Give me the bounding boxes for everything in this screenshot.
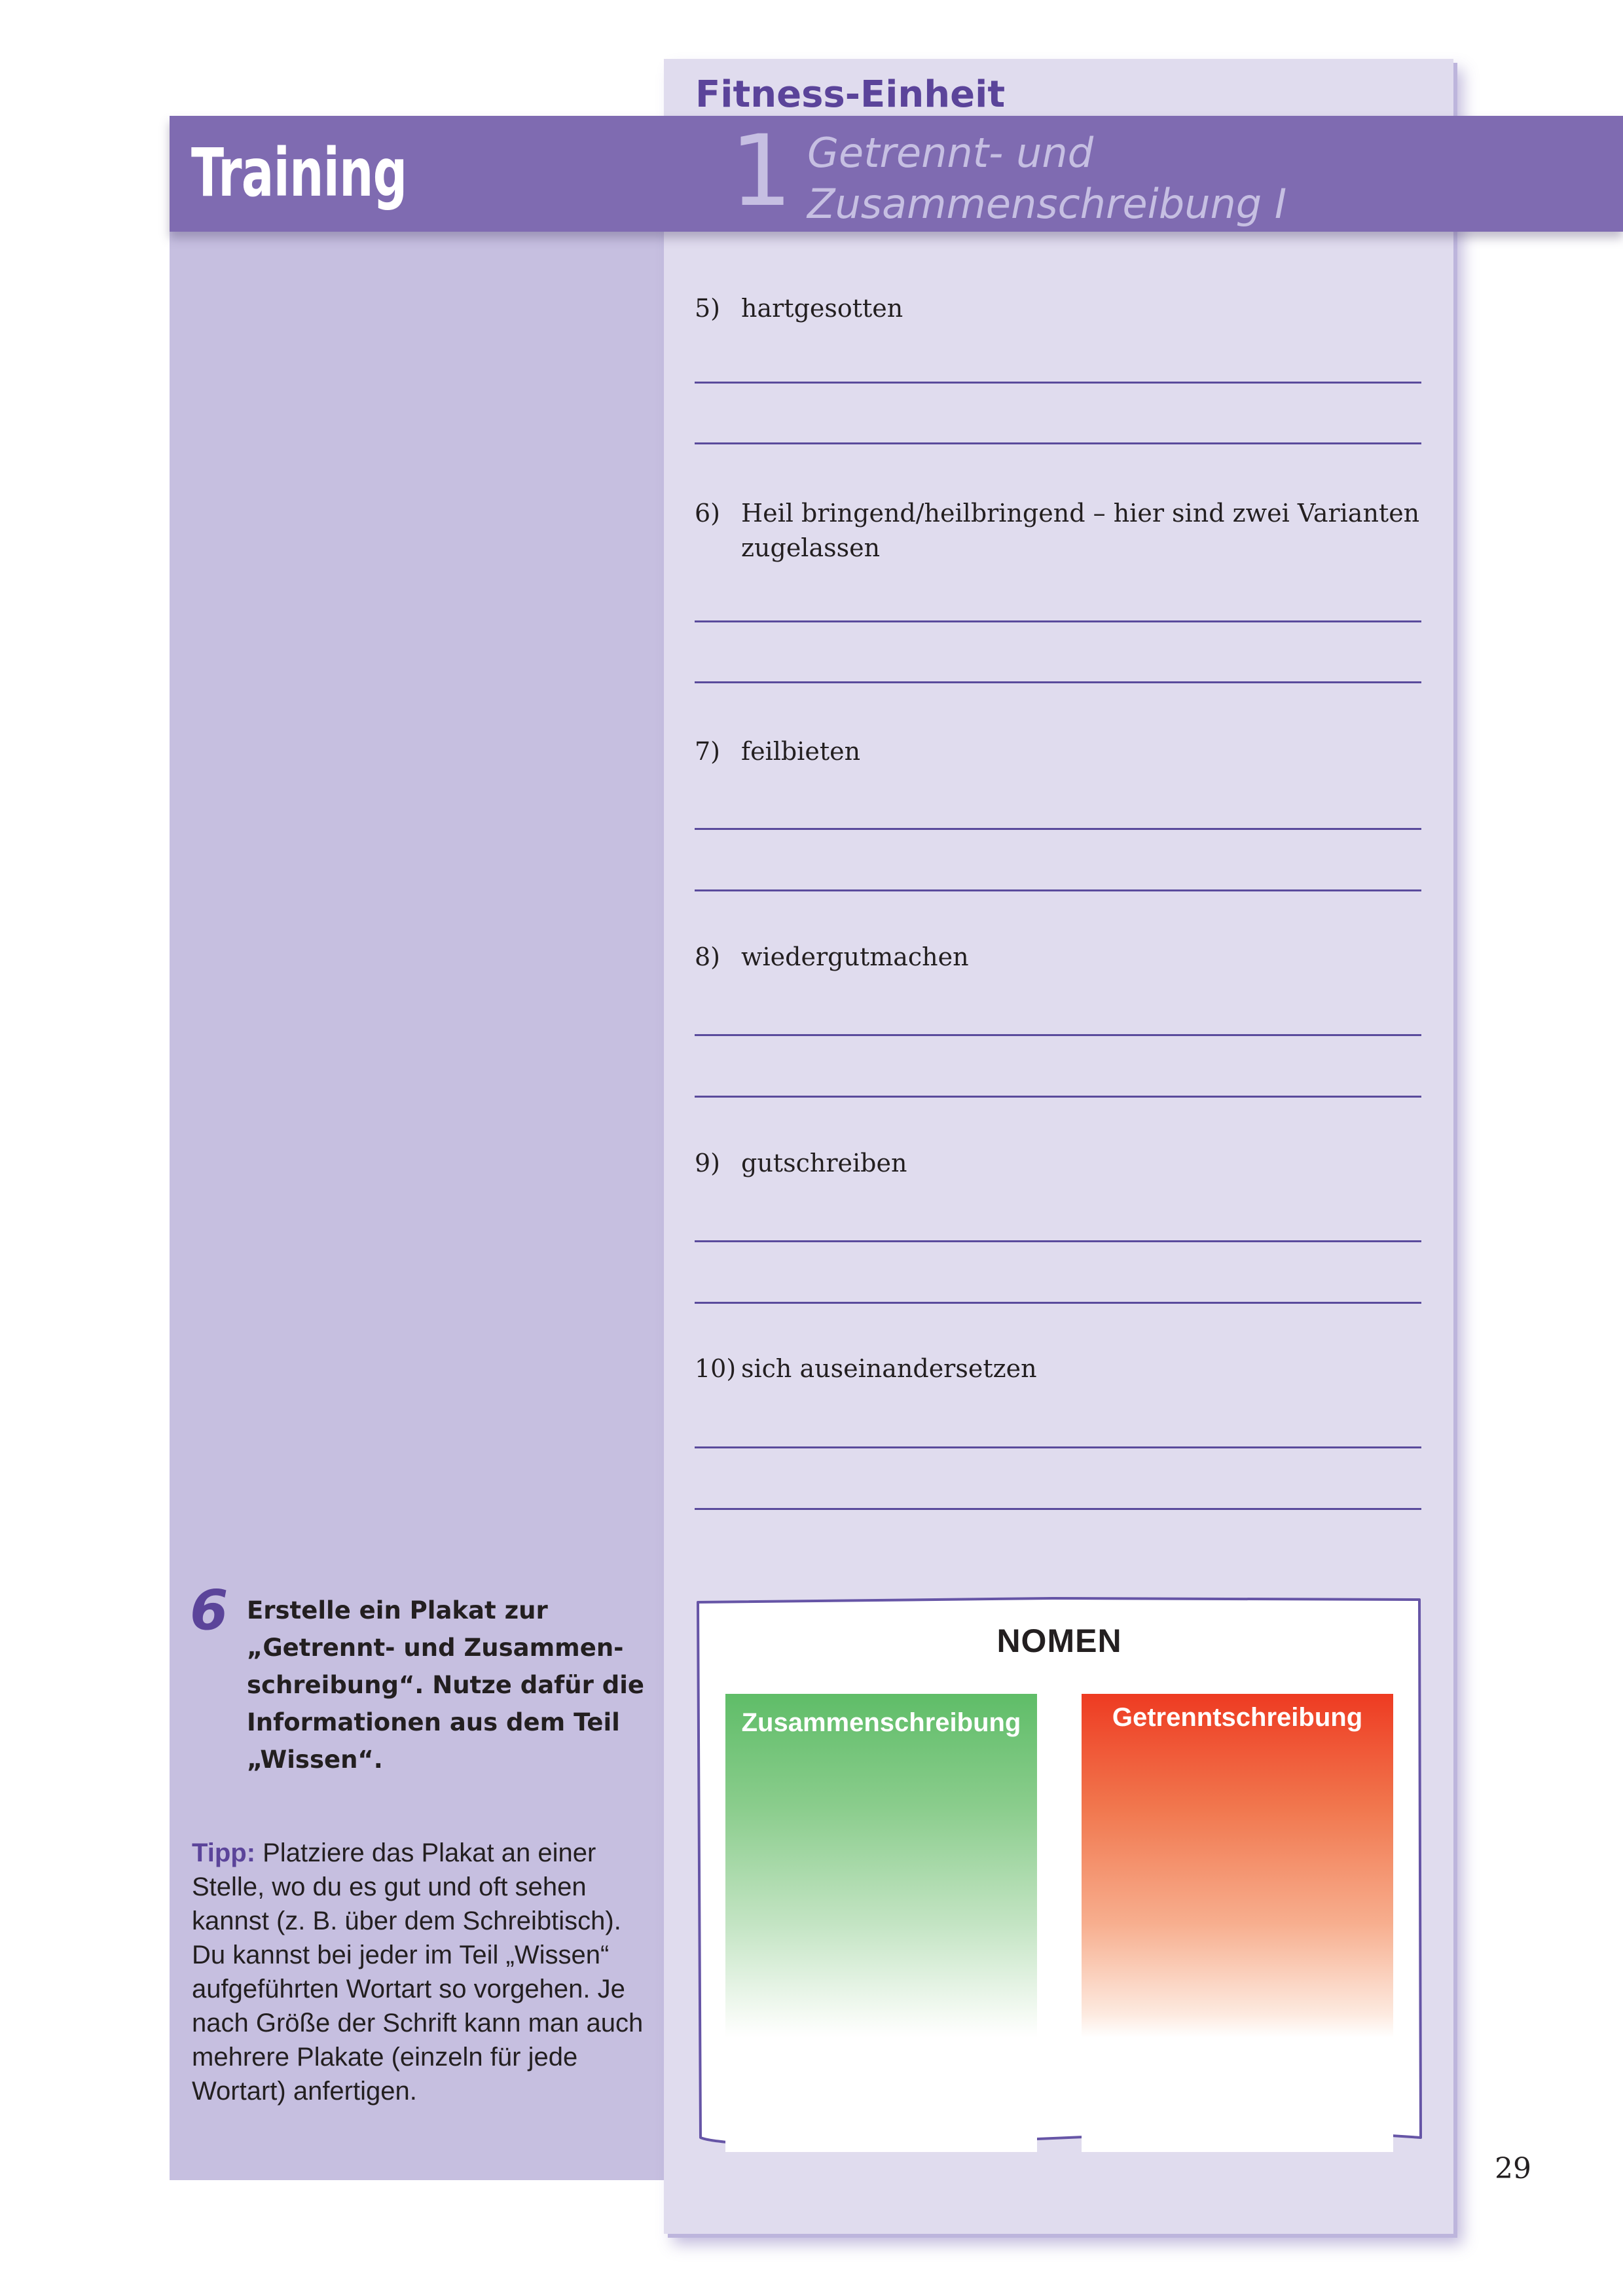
exercise-text: hartgesotten — [741, 294, 903, 323]
tip-text: Platziere das Plakat an einer Stelle, wo du es gut und oft sehen kannst (z. B. über dem Schreibtisch). Du kannst bei jeder im Teil „Wissen“ aufgeführten Wortart so vorgehen. Je nach Größe der Schrift kann man auch mehrere Plakate (einzeln für jede Wortart) anfertigen. — [192, 1839, 644, 2106]
unit-number: 1 — [730, 115, 793, 228]
poster-column-zusammenschreibung — [725, 1694, 1037, 2152]
exercise-text: Heil bringend/heilbringend – hier sind zwei Varianten zugelassen — [741, 499, 1420, 562]
poster-column-getrenntschreibung — [1082, 1694, 1393, 2152]
answer-line[interactable] — [695, 442, 1421, 444]
answer-line[interactable] — [695, 1508, 1421, 1510]
column-label: Getrenntschreibung — [1112, 1703, 1363, 1732]
tip-box — [192, 1836, 657, 2108]
exercise-text: feilbieten — [741, 737, 861, 766]
exercise-number: 8) — [695, 942, 721, 971]
answer-line[interactable] — [695, 1446, 1421, 1448]
unit-title-line-1: Getrennt- und — [807, 129, 1094, 177]
task-instruction: Erstelle ein Plakat zur „Getrennt- und Zusammen-schreibung“. Nutze dafür die Informationen aus dem Teil „Wissen“. — [247, 1596, 645, 1774]
header-banner — [170, 116, 1623, 232]
page-number: 29 — [1495, 2152, 1531, 2185]
exercise-number: 9) — [695, 1149, 721, 1177]
exercise-text: sich auseinandersetzen — [741, 1354, 1037, 1383]
answer-line[interactable] — [695, 1096, 1421, 1098]
column-label: Zusammenschreibung — [741, 1708, 1021, 1737]
answer-line[interactable] — [695, 1034, 1421, 1036]
exercise-text: wiedergutmachen — [741, 942, 969, 971]
task-number: 6 — [190, 1578, 228, 1642]
section-title: Training — [191, 134, 407, 212]
exercise-number: 6) — [695, 499, 721, 528]
exercise-number: 10) — [695, 1354, 737, 1383]
tip-label: Tipp: — [192, 1839, 256, 1867]
exercise-text: gutschreiben — [741, 1149, 907, 1177]
answer-line[interactable] — [695, 889, 1421, 891]
poster-title: NOMEN — [996, 1623, 1122, 1659]
answer-line[interactable] — [695, 1302, 1421, 1304]
exercise-number: 5) — [695, 294, 721, 323]
card-kicker: Fitness-Einheit — [695, 73, 1006, 116]
answer-line[interactable] — [695, 620, 1421, 622]
answer-line[interactable] — [695, 828, 1421, 830]
unit-title — [807, 128, 1286, 230]
answer-line[interactable] — [695, 681, 1421, 683]
unit-title-line-2: Zusammenschreibung I — [807, 180, 1287, 228]
exercise-number: 7) — [695, 737, 721, 766]
answer-line[interactable] — [695, 1240, 1421, 1242]
answer-line[interactable] — [695, 382, 1421, 384]
